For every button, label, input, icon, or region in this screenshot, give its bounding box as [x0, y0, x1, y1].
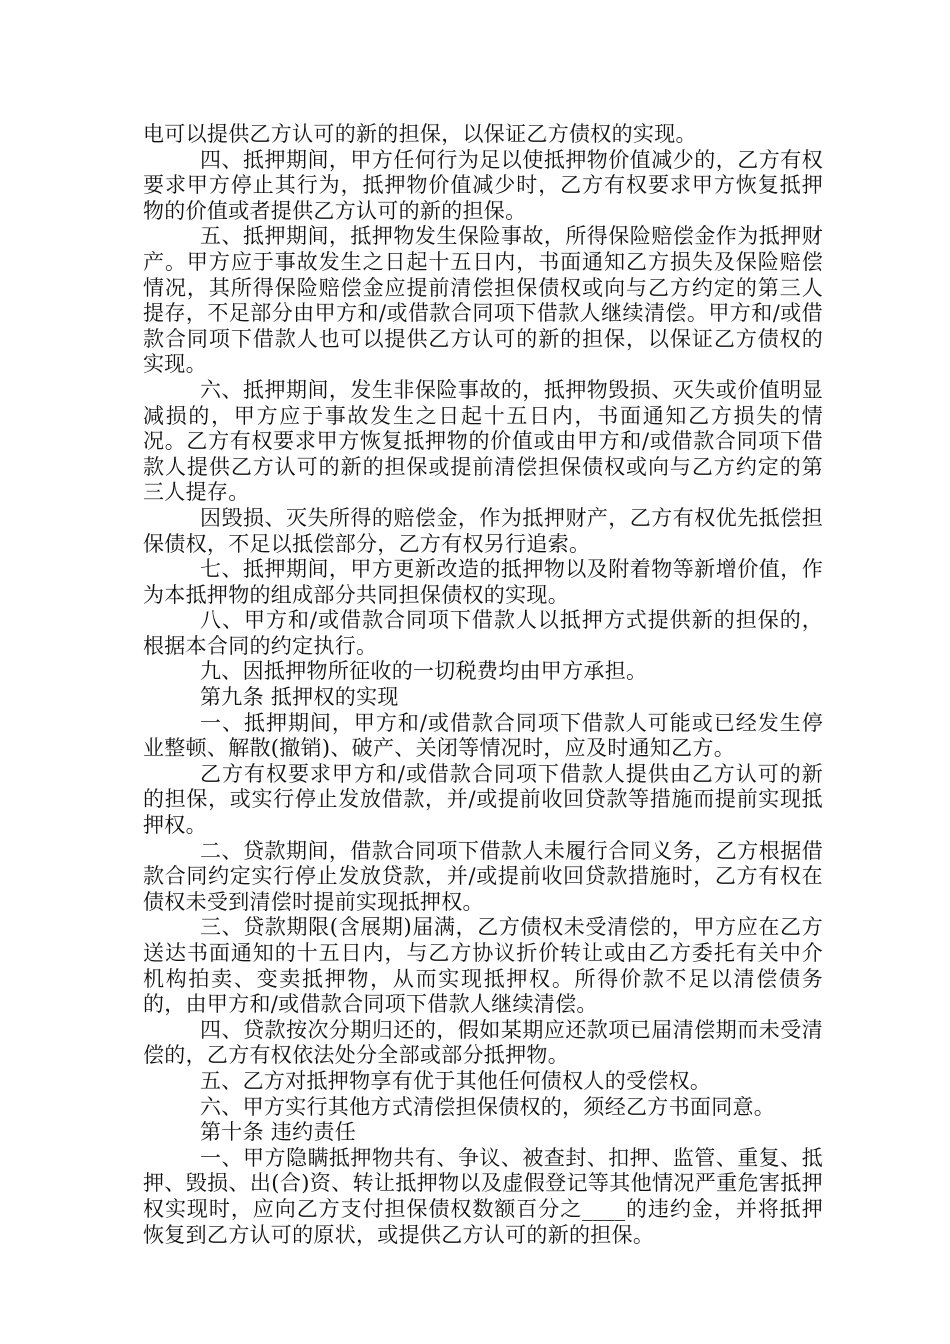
paragraph-clause-5: 五、抵押期间，抵押物发生保险事故，所得保险赔偿金作为抵押财产。甲方应于事故发生之日起十五日内，书面通知乙方损失及保险赔偿情况，其所得保险赔偿金应提前清偿担保债权或向与乙方约定的第三人提存，不足部分由甲方和/或借款合同项下借款人继续清偿。甲方和/或借款合同项下借款人也可以提供乙方认可的新的担保，以保证乙方债权的实现。	[143, 224, 823, 377]
paragraph-art9-clause-3: 三、贷款期限(含展期)届满，乙方债权未受清偿的，甲方应在乙方送达书面通知的十五日内，与乙方协议折价转让或由乙方委托有关中介机构拍卖、变卖抵押物，从而实现抵押权。所得价款不足以清偿债务的，由甲方和/或借款合同项下借款人继续清偿。	[143, 915, 823, 1017]
paragraph-art9-clause-6: 六、甲方实行其他方式清偿担保债权的，须经乙方书面同意。	[200, 1094, 776, 1119]
document-body	[143, 122, 823, 1248]
article-10-heading: 第十条 违约责任	[200, 1120, 357, 1145]
paragraph-clause-7: 七、抵押期间，甲方更新改造的抵押物以及附着物等新增价值，作为本抵押物的组成部分共同担保债权的实现。	[143, 557, 823, 607]
paragraph-art9-clause-4: 四、贷款按次分期归还的，假如某期应还款项已届清偿期而未受清偿的，乙方有权依法处分全部或部分抵押物。	[143, 1017, 823, 1068]
paragraph-1: 电可以提供乙方认可的新的担保，以保证乙方债权的实现。	[143, 122, 697, 146]
paragraph-clause-4: 四、抵押期间，甲方任何行为足以使抵押物价值减少的，乙方有权要求甲方停止其行为，抵押物价值减少时，乙方有权要求甲方恢复抵押物的价值或者提供乙方认可的新的担保。	[143, 147, 823, 223]
paragraph-clause-6: 六、抵押期间，发生非保险事故的，抵押物毁损、灭失或价值明显减损的，甲方应于事故发生之日起十五日内，书面通知乙方损失的情况。乙方有权要求甲方恢复抵押物的价值或由甲方和/或借款合同项下借款人提供乙方认可的新的担保或提前清偿担保债权或向与乙方约定的第三人提存。	[143, 377, 823, 505]
paragraph-art9-clause-5: 五、乙方对抵押物享有优于其他任何债权人的受偿权。	[200, 1068, 712, 1093]
paragraph-art9-clause-2: 二、贷款期间，借款合同项下借款人未履行合同义务，乙方根据借款合同约定实行停止发放贷款，并/或提前收回贷款措施时，乙方有权在债权未受到清偿时提前实现抵押权。	[143, 838, 823, 914]
paragraph-art9-new-guarantee: 乙方有权要求甲方和/或借款合同项下借款人提供由乙方认可的新的担保，或实行停止发放借款，并/或提前收回贷款等措施而提前实现抵押权。	[143, 761, 823, 838]
paragraph-clause-8: 八、甲方和/或借款合同项下借款人以抵押方式提供新的担保的，根据本合同的约定执行。	[143, 608, 823, 658]
paragraph-compensation: 因毁损、灭失所得的赔偿金，作为抵押财产，乙方有权优先抵偿担保债权，不足以抵偿部分，乙方有权另行追索。	[143, 505, 823, 556]
article-9-heading: 第九条 抵押权的实现	[200, 685, 399, 710]
paragraph-art10-clause-1: 一、甲方隐瞒抵押物共有、争议、被查封、扣押、监管、重复、抵押、毁损、出(合)资、转让抵押物以及虚假登记等其他情况严重危害抵押权实现时，应向乙方支付担保债权数额百分之____的违约金，并将抵押恢复到乙方认可的原状，或提供乙方认可的新的担保。	[143, 1145, 823, 1247]
paragraph-art9-clause-1: 一、抵押期间，甲方和/或借款合同项下借款人可能或已经发生停业整顿、解散(撤销)、破产、关闭等情况时，应及时通知乙方。	[143, 710, 823, 761]
paragraph-clause-9: 九、因抵押物所征收的一切税费均由甲方承担。	[200, 659, 648, 684]
